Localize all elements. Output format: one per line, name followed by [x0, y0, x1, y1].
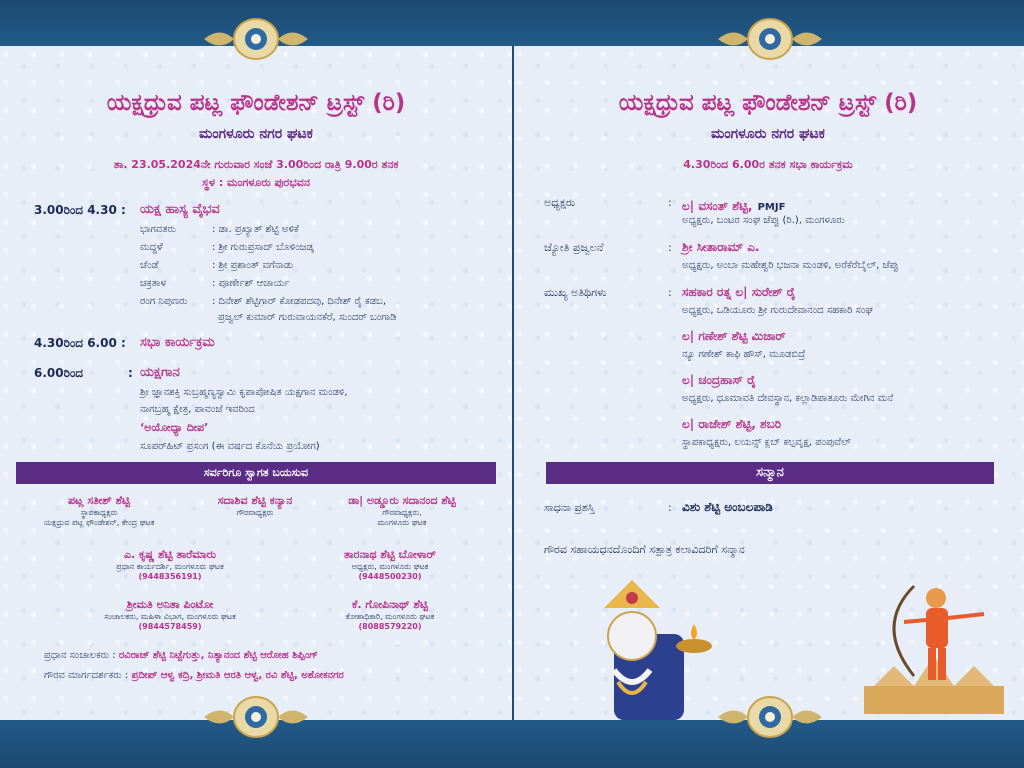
host-role: ಸಂಚಾಲಕರು, ಮಹಿಳಾ ವಿಭಾಗ, ಮಂಗಳೂರು ಘಟಕ	[104, 612, 236, 621]
slot3-time: 6.00ರಿಂದ	[34, 366, 84, 380]
host-card	[80, 598, 260, 631]
lamp-label: ಜ್ಯೋತಿ ಪ್ರಜ್ವಲನೆ	[544, 241, 604, 254]
venue-line: ಸ್ಥಳ : ಮಂಗಳೂರು ಪುರಭವನ	[202, 176, 310, 189]
slot1-role: ಚೆಂಡೆ	[140, 260, 159, 271]
host-role: ಸ್ಥಾಪಕಾಧ್ಯಕ್ಷರು	[80, 508, 118, 517]
host-card	[24, 494, 174, 528]
slot2-heading: ಸಭಾ ಕಾರ್ಯಕ್ರಮ	[140, 335, 215, 350]
guest-sub: ಸ್ಥಾಪಕಾಧ್ಯಕ್ಷರು, ಲಯನ್ಸ್ ಕ್ಲಬ್ ಕಲ್ಪವೃಕ್ಷ, ಪಂಪುವೆಲ್	[682, 437, 851, 448]
host-name: ಪಟ್ಲ ಸತೀಶ್ ಶೆಟ್ಟಿ	[67, 494, 131, 507]
lamp-colon: :	[668, 241, 672, 254]
slot1-role: ಚಕ್ರತಾಳ	[140, 278, 167, 289]
president-sub: ಅಧ್ಯಕ್ಷರು, ಬಂಟರ ಸಂಘ ಜೆಪ್ಪು (ರಿ.), ಮಂಗಳೂರು	[682, 215, 845, 226]
president-name-line	[682, 195, 785, 214]
ornament-icon	[196, 694, 316, 740]
host-name: ತಾರನಾಥ ಶೆಟ್ಟಿ ಬೋಳಾರ್	[343, 548, 437, 561]
yakshagana-artist-illustration	[574, 574, 724, 720]
slot3-colon: :	[128, 366, 133, 380]
top-band	[0, 0, 1024, 46]
guest-sub: ನ್ಯೂ ಗಣೇಶ್ ಕಾಫಿ ಹೌಸ್, ಮೂಡಬಿದ್ರೆ	[682, 349, 806, 360]
host-phone: (9844578459)	[138, 622, 202, 631]
president-colon: :	[668, 196, 672, 209]
award-colon: :	[668, 501, 672, 514]
slot1-value: : ಶ್ರೀ ಪ್ರಶಾಂತ್ ವಗೆನಾಡು	[212, 260, 294, 271]
host-card	[300, 598, 480, 631]
host-card	[300, 548, 480, 581]
honor-note: ಗೌರವ ಸಹಾಯಧನದೊಂದಿಗೆ ಸತ್ಪಾತ್ರ ಕಲಾವಿದರಿಗೆ ಸನ್ಮಾನ	[544, 543, 745, 556]
guides-value: ಪ್ರದೀಪ್ ಆಳ್ವ ಕದ್ರಿ, ಶ್ರೀಮತಿ ಆರತಿ ಆಳ್ವ, ರವಿ ಶೆಟ್ಟಿ, ಅಶೋಕನಗರ	[131, 670, 344, 681]
program-line: 4.30ರಿಂದ 6.00ರ ತನಕ ಸಭಾ ಕಾರ್ಯಕ್ರಮ	[683, 158, 853, 171]
host-phone: (9448500230)	[358, 572, 422, 581]
host-card	[322, 494, 482, 528]
honor-bar: ಸನ್ಮಾನ	[546, 462, 994, 484]
ornament-icon	[196, 16, 316, 62]
slot1-time: 3.00ರಿಂದ 4.30 :	[34, 203, 126, 217]
guest-name: ಲ| ಗಣೇಶ್ ಶೆಟ್ಟಿ ಮಿಜಾರ್	[682, 329, 786, 343]
host-org: ಯಕ್ಷಧ್ರುವ ಪಟ್ಲ ಫೌಂಡೇಶನ್, ಕೇಂದ್ರ ಘಟಕ	[43, 518, 155, 527]
host-name: ಡಾ| ಅಡ್ಡೂರು ಸದಾನಂದ ಶೆಟ್ಟಿ	[348, 494, 456, 507]
slot2-time: 4.30ರಿಂದ 6.00 :	[34, 336, 126, 350]
guests-colon: :	[668, 286, 672, 299]
host-name: ಕೆ. ಗೋಪಿನಾಥ್ ಶೆಟ್ಟಿ	[352, 598, 428, 611]
ornament-icon	[710, 694, 830, 740]
slot1-role: ಮದ್ದಳೆ	[140, 242, 163, 253]
play-note: ಸೂಪರ್‌ಹಿಟ್ ಪ್ರಸಂಗ (ಈ ವರ್ಷದ ಕೊನೆಯ ಪ್ರಯೋಗ)	[140, 441, 320, 452]
bottom-band	[0, 720, 1024, 768]
president-name: ಲ| ವಸಂತ್ ಶೆಟ್ಟಿ,	[682, 199, 753, 213]
guests-label: ಮುಖ್ಯ ಅತಿಥಿಗಳು	[544, 286, 607, 299]
right-subtitle: ಮಂಗಳೂರು ನಗರ ಘಟಕ	[711, 126, 825, 142]
host-role: ಗೌರವಾಧ್ಯಕ್ಷರು,	[382, 508, 422, 517]
slot1-role: ರಂಗ ನಿಪುಣರು	[140, 296, 188, 307]
slot1-value: : ದಿನೇಶ್ ಶೆಟ್ಟಿಗಾರ್ ಕೋಡಪದವು, ದಿನೇಶ್ ರೈ ಕಡಬ,	[212, 296, 386, 307]
organizers-line	[44, 650, 318, 661]
slot3-line2: ನಾಗಬ್ರಹ್ಮ ಕ್ಷೇತ್ರ, ಪಾವಂಜೆ ಇವರಿಂದ	[140, 404, 255, 415]
guides-label: ಗೌರವ ಮಾರ್ಗದರ್ಶಕರು :	[44, 670, 129, 681]
guest-name: ಲ| ಚಂದ್ರಹಾಸ್ ರೈ	[682, 373, 756, 387]
host-org: ಮಂಗಳೂರು ಘಟಕ	[377, 518, 427, 527]
welcome-bar: ಸರ್ವರಿಗೂ ಸ್ವಾಗತ ಬಯಸುವ	[16, 462, 496, 484]
slot1-heading: ಯಕ್ಷ ಹಾಸ್ಯ ವೈಭವ	[140, 202, 220, 217]
right-title: ಯಕ್ಷಧ್ರುವ ಪಟ್ಲ ಫೌಂಡೇಶನ್ ಟ್ರಸ್ಟ್ (ರಿ)	[618, 90, 918, 116]
slot1-value: : ಶ್ರೀ ಗುರುಪ್ರಸಾದ್ ಬೊಳಿಂಜಡ್ಕ	[212, 242, 314, 253]
lamp-name: ಶ್ರೀ ಸೀತಾರಾಮ್ ಎ.	[682, 240, 760, 254]
slot1-continuation: ಪ್ರಜ್ವಲ್ ಕುಮಾರ್ ಗುರುವಾಯನಕೆರೆ, ಸುಂದರ್ ಬಂಗಾಡಿ	[218, 312, 397, 323]
president-label: ಅಧ್ಯಕ್ಷರು	[544, 196, 576, 209]
organizers-label: ಪ್ರಧಾನ ಸಂಚಾಲಕರು :	[44, 650, 116, 661]
award-value: ವಿಶು ಶೆಟ್ಟಿ ಅಂಬಲಪಾಡಿ	[682, 500, 773, 514]
guest-sub: ಅಧ್ಯಕ್ಷರು, ಒಡಿಯೂರು ಶ್ರೀ ಗುರುದೇವಾನಂದ ಸಹಕಾರಿ ಸಂಘ	[682, 305, 873, 316]
ornament-icon	[710, 16, 830, 62]
rama-temple-illustration	[854, 576, 1014, 716]
slot1-value: : ಡಾ. ಪ್ರಖ್ಯಾತ್ ಶೆಟ್ಟಿ ಅಳಿಕೆ	[212, 224, 299, 235]
award-label: ಸಾಧನಾ ಪ್ರಶಸ್ತಿ	[544, 501, 595, 514]
slot3-heading: ಯಕ್ಷಗಾನ	[140, 365, 180, 380]
host-role: ಗೌರವಾಧ್ಯಕ್ಷರು	[236, 508, 274, 517]
host-role: ಪ್ರಧಾನ ಕಾರ್ಯದರ್ಶಿ, ಮಂಗಳೂರು ಘಟಕ	[116, 562, 224, 571]
host-phone: (9448356191)	[138, 572, 202, 581]
right-page	[514, 46, 1024, 720]
guest-name: ಸಹಕಾರ ರತ್ನ ಲ| ಸುರೇಶ್ ರೈ	[682, 285, 796, 299]
slot1-role: ಭಾಗವತರು	[140, 224, 176, 235]
president-suffix: PMJF	[757, 202, 786, 213]
left-page	[0, 46, 512, 720]
host-card	[180, 494, 330, 518]
guest-sub: ಅಧ್ಯಕ್ಷರು, ಧೂಮಾವತಿ ದೇವಸ್ಥಾನ, ಕಲ್ಲಾಡಿಪಾತೂರು ಮೇಗಿನ ಮನೆ	[682, 393, 894, 404]
play-title: ‘ಅಯೋಧ್ಯಾ ದೀಪ’	[140, 421, 209, 434]
date-line: ತಾ. 23.05.2024ನೇ ಗುರುವಾರ ಸಂಜೆ 3.00ರಿಂದ ರಾತ್ರಿ 9.00ರ ತನಕ	[113, 158, 399, 171]
left-title: ಯಕ್ಷಧ್ರುವ ಪಟ್ಲ ಫೌಂಡೇಶನ್ ಟ್ರಸ್ಟ್ (ರಿ)	[106, 90, 406, 116]
host-name: ಶ್ರೀಮತಿ ಅನಿತಾ ಪಿಂಟೋ	[126, 598, 214, 611]
host-card	[80, 548, 260, 581]
left-subtitle: ಮಂಗಳೂರು ನಗರ ಘಟಕ	[199, 126, 313, 142]
slot1-value: : ಪೂರ್ಣೇಶ್ ಆಚಾರ್ಯ	[212, 278, 290, 289]
host-role: ಅಧ್ಯಕ್ಷರು, ಮಂಗಳೂರು ಘಟಕ	[351, 562, 429, 571]
slot3-line1: ಶ್ರೀ ಜ್ಞಾನಶಕ್ತಿ ಸುಬ್ರಹ್ಮಣ್ಯಸ್ವಾಮಿ ಕೃಪಾಪೋಷಿತ ಯಕ್ಷಗಾನ ಮಂಡಳಿ,	[140, 387, 348, 398]
host-name: ಎ. ಕೃಷ್ಣ ಶೆಟ್ಟಿ ತಾರೆಮಾರು	[123, 548, 217, 561]
organizers-value: ರವಿರಾಜ್ ಶೆಟ್ಟಿ ನಿಟ್ಟೆಗುತ್ತು, ನಿತ್ಯಾನಂದ ಶೆಟ್ಟಿ ಆರೋಹ ಶಿಪ್ಪಿಂಗ್	[118, 650, 318, 661]
guest-name: ಲ| ರಾಜೇಶ್ ಶೆಟ್ಟಿ, ಶಬರಿ	[682, 417, 782, 431]
guides-line	[44, 670, 344, 681]
lamp-sub: ಅಧ್ಯಕ್ಷರು, ಅಂಬಾ ಮಹೇಶ್ವರಿ ಭಜನಾ ಮಂಡಳಿ, ಅರೆಕೆರೆಬೈಲ್, ಜೆಪ್ಪು	[682, 260, 899, 271]
host-phone: (8088579220)	[358, 622, 422, 631]
host-name: ಸದಾಶಿವ ಶೆಟ್ಟಿ ಕನ್ಯಾನ	[217, 494, 293, 507]
host-role: ಕೋಶಾಧಿಕಾರಿ, ಮಂಗಳೂರು ಘಟಕ	[345, 612, 435, 621]
